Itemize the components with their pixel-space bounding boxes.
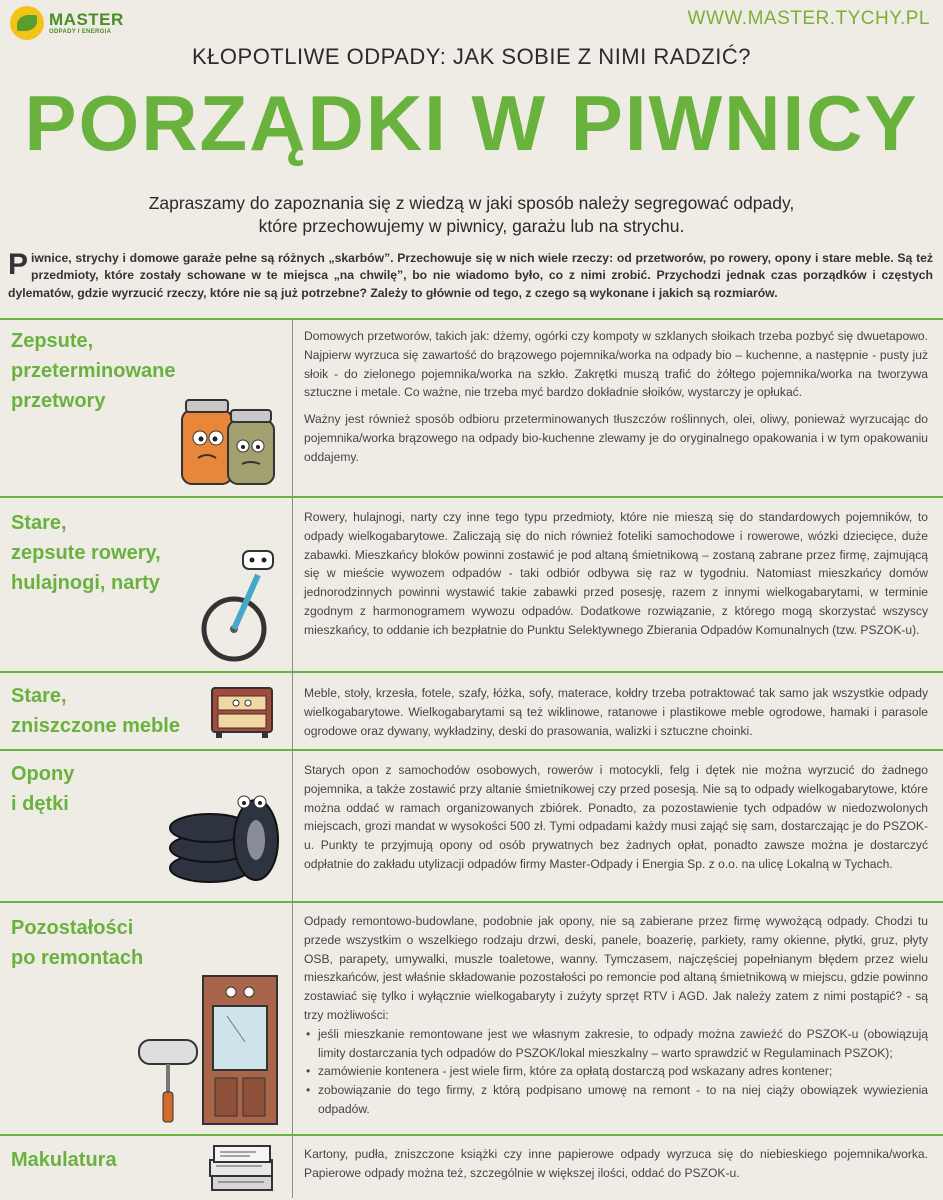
lead-text: iwnice, strychy i domowe garaże pełne są różnych „skarbów”. Przechowuje się w nich wiele rzeczy: od przetworów, po rowery, opony i stare meble. Są też przedmioty, które zostały schowane w te miejsca „na chwilę”, bo nie wiadomo było, co z nimi zrobić. Przychodzi jednak czas porządków i częstych dylematów, gdzie wyrzucić rzeczy, które nie są już potrzebne? Zależy to głównie od tego, z czego są wykonane i jakich są rozmiarów.: [8, 251, 933, 300]
kicker: KŁOPOTLIWE ODPADY: JAK SOBIE Z NIMI RADZIĆ?: [192, 44, 751, 69]
section-text-tires: [304, 761, 928, 874]
section-paragraph: Domowych przetworów, takich jak: dżemy, ogórki czy kompoty w szklanych słoikach trzeba pozbyć się dwuetapowo. Najpierw wyrzuca się zawartość do brązowego pojemnika/worka na odpady bio – kuchenne, a następnie - pusty już słoik - do zielonego pojemnika/worka na szkło. Zakrętki muszą trafić do żółtego pojemnika/worka na tworzywa sztuczne i metale. Co ważne, nie trzeba myć bardzo dokładnie słoików, wystarczy je opłukać.: [304, 329, 928, 400]
section-title-line: Stare,: [11, 685, 67, 707]
section-title-jars: [11, 326, 175, 416]
section-paragraph: Kartony, pudła, zniszczone książki czy inne papierowe odpady wyrzuca się do niebieskiego pojemnika/worka. Papierowe odpady można też, szczególnie w większej ilości, oddać do PSZOK-u.: [304, 1147, 928, 1180]
divider: [0, 671, 943, 673]
door-roller-icon: [135, 972, 290, 1128]
section-title-furniture: [11, 681, 180, 741]
section-text-jars: [304, 327, 928, 467]
website-url[interactable]: WWW.MASTER.TYCHY.PL: [687, 8, 930, 29]
section-title-tires: [11, 759, 74, 819]
tires-icon: [158, 790, 286, 886]
dresser-icon: [208, 684, 276, 740]
section-title-line: Stare,: [11, 512, 67, 534]
newspapers-icon: [206, 1140, 278, 1196]
section-title-renovation: [11, 913, 143, 973]
section-title-bikes: [11, 508, 161, 598]
section-paragraph: Odpady remontowo-budowlane, podobnie jak opony, nie są zabierane przez firmę wywożącą odpady. Chodzi tu przede wszystkim o wszelkiego rodzaju drzwi, deski, panele, boazerię, parkiety, ramy okienne, płytki, gruz, płyty OSB, parapety, umywalki, muszle toaletowe, wanny. Tymczasem, najczęściej popełnianym błędem przez wielu mieszkańców, jest właśnie składowanie pozostałości po remoncie pod altaną śmietnikową w miejscu, gdzie powinno zostawiać się tylko i wyłącznie wielkogabaryty i zużyty sprzęt RTV i AGD. Jak należy zatem z nimi postąpić? - są trzy możliwości:: [304, 914, 928, 1022]
intro-line-2: które przechowujemy w piwnicy, garażu lub na strychu.: [258, 216, 685, 236]
section-text-furniture: [304, 684, 928, 740]
section-paragraph: Starych opon z samochodów osobowych, rowerów i motocykli, felg i dętek nie można wyrzucić do żadnego pojemnika, a także zostawić przy altanie śmietnikowej czy przed posesją. Nie są to odpady wielkogabarytowe, które można oddać w ramach organizowanych zbiórek. Ponadto, za pozostawienie tych odpadów w niedozwolonych miejscach, grozi mandat w wysokości 500 zł. Tymi odpadami każdy musi zająć się sam, dostarczając je do PSZOK-u. Punkty te przyjmują opony od osób prywatnych bez żadnych opłat, ponadto zawsze można je dostarczyć odpłatnie do zakładu utylizacji odpadów firmy Master-Odpady i Energia Sp. z o.o. na ulicę Lokalną w Tychach.: [304, 763, 928, 871]
column-divider: [292, 318, 293, 1198]
logo-name: MASTER: [49, 10, 124, 29]
section-title-line: przetwory: [11, 390, 106, 412]
section-title-line: zepsute rowery,: [11, 542, 161, 564]
intro-text: [80, 192, 863, 238]
section-title-line: po remontach: [11, 947, 144, 969]
section-paragraph: Rowery, hulajnogi, narty czy inne tego typu przedmioty, które nie mieszą się do standardowych pojemników, to odpady wielkogabarytowe. Zaliczają się do nich również foteliki samochodowe i rowerowe, wózki dziecięce, duże zabawki. Mieszkańcy bloków powinni zostawić je pod altaną śmietnikową – zostaną zabrane przez firmę, zajmującą się w mieście wywozem odpadów - taki odbiór odbywa się raz w tygodniu. Natomiast mieszkańcy domów jednorodzinnych powinni wystawić takie zabawki przed posesję, razem z innymi wielkogabarytami, w terminie zgodnym z harmonogramem wywozu odpadów. Dodatkowe rozwiązanie, z którego mogą skorzystać wszyscy mieszkańcy, to oddanie ich bezpłatnie do Punktu Selektywnego Zbierania Odpadów Komunalnych (tzw. PSZOK-u).: [304, 510, 928, 637]
logo-leaf-icon: [10, 6, 44, 40]
options-list: [304, 1025, 928, 1119]
intro-line-1: Zapraszamy do zapoznania się z wiedzą w jaki sposób należy segregować odpady,: [148, 193, 795, 213]
section-paragraph: Ważny jest również sposób odbioru przeterminowanych tłuszczów roślinnych, olei, oliwy, ponieważ wyrzucając do pojemnika/worka brązowego na odpady bio-kuchenne zlewamy je do oryginalnego opakowania i w tym opakowaniu oddajemy.: [304, 412, 928, 464]
section-title-line: Pozostałości: [11, 917, 134, 939]
drop-cap: P: [8, 248, 29, 281]
divider: [0, 318, 943, 320]
section-title-line: i dętki: [11, 793, 69, 815]
bicycle-icon: [188, 545, 286, 663]
list-item: • jeśli mieszkanie remontowane jest we własnym zakresie, to odpady można zawieźć do PSZOK-u (obowiązują limity dostarczania tych odpadów do PSZOK/lokal mieszkalny – warto sprawdzić w Regulaminach PSZOK);: [318, 1025, 928, 1063]
logo-subtitle: ODPADY I ENERGIA: [49, 29, 112, 35]
divider: [0, 901, 943, 903]
list-item: • zobowiązanie do tego firmy, z którą podpisano umowę na remont - to na niej ciąży obowiązek wywiezienia odpadów.: [318, 1081, 928, 1119]
list-item: • zamówienie kontenera - jest wiele firm, które za opłatą dostarczą pod wskazany adres kontener;: [318, 1062, 928, 1081]
section-text-paper: [304, 1145, 928, 1183]
divider: [0, 1134, 943, 1136]
logo: [10, 6, 124, 40]
section-paragraph: Meble, stoły, krzesła, fotele, szafy, łóżka, sofy, materace, kołdry trzeba potraktować tak samo jak wszystkie odpady wielkogabarytowe. Wielkogabarytami są też wiklinowe, ratanowe i plastikowe meble ogrodowe, hamaki i parasole ogrodowe oraz dywany, wykładziny, deski do prasowania, walizki i sztuczne choinki.: [304, 686, 928, 738]
section-title-paper: [11, 1145, 117, 1175]
page-title: PORZĄDKI W PIWNICY: [24, 79, 919, 167]
section-title-line: przeterminowane: [11, 360, 176, 382]
divider: [0, 749, 943, 751]
lead-paragraph: [8, 250, 933, 302]
divider: [0, 496, 943, 498]
section-title-line: Zepsute,: [11, 330, 94, 352]
section-title-line: Opony: [11, 763, 75, 785]
section-title-line: Makulatura: [11, 1149, 117, 1171]
jars-icon: [176, 398, 281, 490]
section-title-line: zniszczone meble: [11, 715, 180, 737]
section-text-renovation: [304, 912, 928, 1119]
section-text-bikes: [304, 508, 928, 640]
section-title-line: hulajnogi, narty: [11, 572, 160, 594]
